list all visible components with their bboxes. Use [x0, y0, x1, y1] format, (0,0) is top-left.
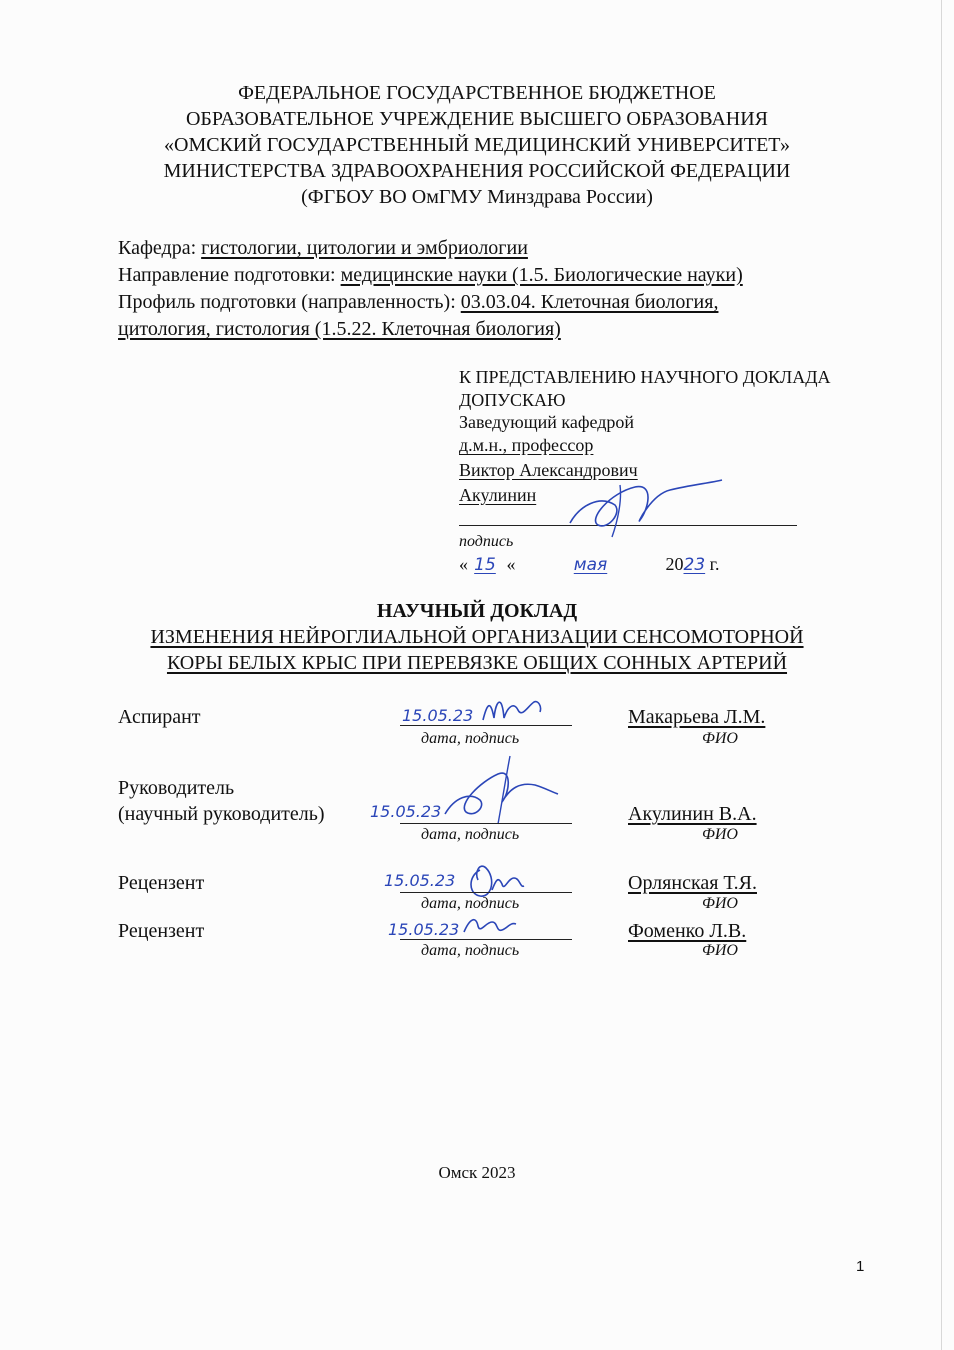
- signature-line: [400, 939, 572, 940]
- header-line-4: МИНИСТЕРСТВА ЗДРАВООХРАНЕНИЯ РОССИЙСКОЙ ФЕДЕРАЦИИ: [163, 160, 791, 182]
- department-line: [118, 235, 528, 262]
- approval-name-1: Виктор Александрович: [459, 460, 638, 480]
- report-title-2: КОРЫ БЕЛЫХ КРЫС ПРИ ПЕРЕВЯЗКЕ ОБЩИХ СОННЫХ АРТЕРИЙ: [166, 652, 788, 674]
- signatory-role: Аспирант: [118, 706, 201, 728]
- page-number: 1: [856, 1258, 865, 1275]
- signature-aspirant: [478, 688, 548, 728]
- head-signature: [560, 475, 730, 540]
- date-mid: «: [506, 554, 516, 574]
- signatory-date: 15.05.23: [384, 871, 456, 890]
- date-end: г.: [709, 554, 720, 574]
- header-line-2: ОБРАЗОВАТЕЛЬНОЕ УЧРЕЖДЕНИЕ ВЫСШЕГО ОБРАЗОВАНИЯ: [185, 108, 769, 130]
- approval-line-2: ДОПУСКАЮ: [459, 390, 566, 410]
- signatory-date: 15.05.23: [370, 802, 442, 821]
- signature-line: [400, 892, 572, 893]
- date-open: «: [459, 554, 468, 574]
- profile-value-1: 03.03.04. Клеточная биология,: [460, 291, 719, 313]
- date-year-suffix: 23: [683, 555, 706, 575]
- signatory-role: Рецензент: [118, 920, 205, 942]
- direction-line: [118, 262, 743, 289]
- signatory-fio: Фоменко Л.В.: [628, 920, 747, 942]
- signatory-fio-hint: ФИО: [702, 826, 738, 843]
- report-heading: НАУЧНЫЙ ДОКЛАД: [376, 600, 578, 622]
- signature-supervisor: [440, 752, 560, 827]
- signatory-hint: дата, подпись: [421, 942, 520, 959]
- signatory-hint: дата, подпись: [421, 826, 520, 843]
- date-month: мая: [573, 555, 608, 575]
- approval-degree: д.м.н., профессор: [459, 435, 594, 455]
- signatory-hint: дата, подпись: [421, 730, 520, 747]
- signatory-fio: Акулинин В.А.: [628, 803, 757, 825]
- signatory-fio-hint: ФИО: [702, 730, 738, 747]
- signature-line: [400, 823, 572, 824]
- report-title-1: ИЗМЕНЕНИЯ НЕЙРОГЛИАЛЬНОЙ ОРГАНИЗАЦИИ СЕНСОМОТОРНОЙ: [150, 626, 804, 648]
- approval-position: Заведующий кафедрой: [459, 412, 635, 432]
- profile-label: Профиль подготовки (направленность):: [118, 291, 461, 313]
- signature-reviewer-2: [460, 910, 520, 940]
- header-line-1: ФЕДЕРАЛЬНОЕ ГОСУДАРСТВЕННОЕ БЮДЖЕТНОЕ: [238, 82, 716, 104]
- header-line-5: (ФГБОУ ВО ОмГМУ Минздрава России): [301, 186, 653, 208]
- department-label: Кафедра:: [118, 237, 202, 259]
- signature-line: [400, 725, 572, 726]
- signatory-date: 15.05.23: [402, 706, 474, 725]
- profile-line-2: [118, 316, 561, 343]
- date-year-prefix: 20: [665, 554, 684, 574]
- signatory-role-secondary: (научный руководитель): [118, 803, 325, 825]
- date-day: 15: [474, 555, 496, 575]
- signatory-fio-hint: ФИО: [702, 942, 738, 959]
- direction-value: медицинские науки (1.5. Биологические науки): [340, 264, 743, 286]
- approval-line-1: К ПРЕДСТАВЛЕНИЮ НАУЧНОГО ДОКЛАДА: [459, 367, 831, 387]
- signatory-fio-hint: ФИО: [702, 895, 738, 912]
- signatory-date: 15.05.23: [388, 920, 460, 939]
- profile-value-2: цитология, гистология (1.5.22. Клеточная биология): [118, 318, 561, 340]
- header-line-3: «ОМСКИЙ ГОСУДАРСТВЕННЫЙ МЕДИЦИНСКИЙ УНИВЕРСИТЕТ»: [164, 134, 790, 156]
- direction-label: Направление подготовки:: [118, 264, 341, 286]
- profile-line: [118, 289, 718, 316]
- signatory-hint: дата, подпись: [421, 895, 520, 912]
- approval-date: [459, 552, 720, 577]
- signatory-role: Рецензент: [118, 872, 205, 894]
- department-value: гистологии, цитологии и эмбриологии: [201, 237, 528, 259]
- signatory-role: Руководитель: [118, 777, 235, 799]
- approval-signature-hint: подпись: [459, 533, 514, 550]
- city-year: Омск 2023: [438, 1163, 516, 1182]
- approval-name-2: Акулинин: [459, 485, 537, 505]
- signatory-fio: Орлянская Т.Я.: [628, 872, 757, 894]
- signatory-fio: Макарьева Л.М.: [628, 706, 766, 728]
